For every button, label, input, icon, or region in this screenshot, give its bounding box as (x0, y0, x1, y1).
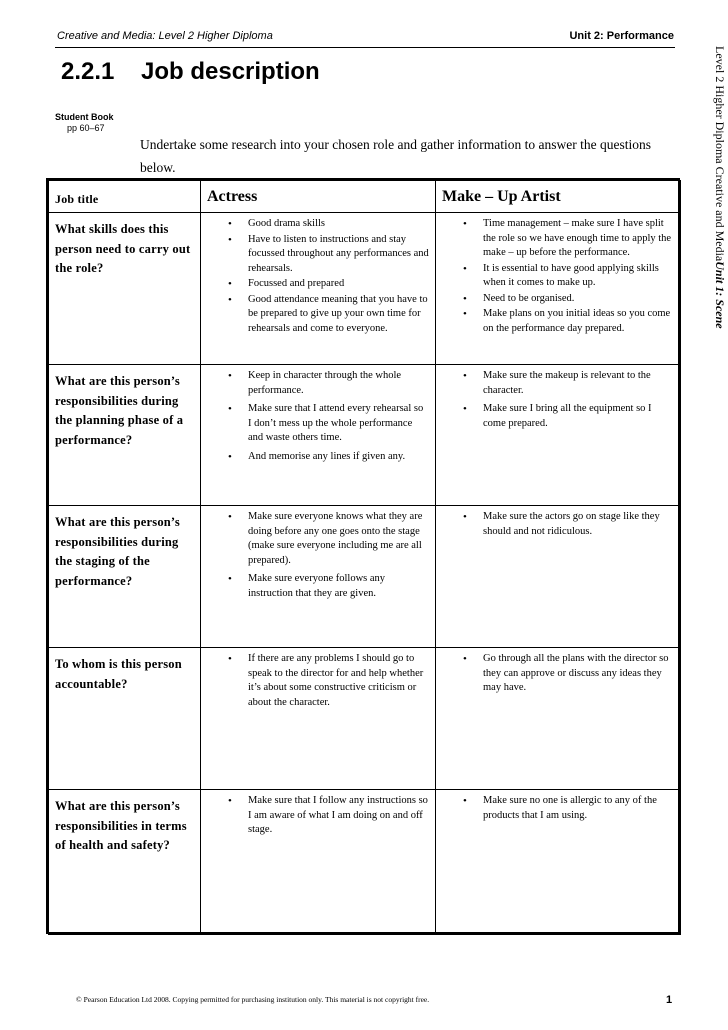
answer-list (201, 648, 435, 710)
table-row (49, 365, 681, 506)
answer-list (436, 365, 680, 431)
answer-list (201, 213, 435, 336)
section-heading (61, 58, 320, 86)
side-text-italic: Unit 1: Scene (713, 261, 727, 329)
student-book-label: Student Book (55, 112, 114, 122)
intro-text: Undertake some research into your chosen role and gather information to answer the questions below. (140, 137, 651, 175)
answer-list (201, 790, 435, 838)
bullet-item: • Make sure everyone follows any instruction that they are given. (201, 572, 429, 601)
page-number: 1 (666, 994, 673, 1006)
table-row (49, 790, 681, 935)
question-cell: What are this person’s responsibilities during the staging of the performance? (49, 506, 201, 648)
answer-list (436, 648, 680, 696)
bullet-item: • Make sure the makeup is relevant to the character. (436, 369, 674, 398)
question-cell: What are this person’s responsibilities in terms of health and safety? (49, 790, 201, 935)
table-row (49, 506, 681, 648)
bullet-item: • Good attendance meaning that you have to be prepared to give up your own time for rehearsals and come to everyone. (201, 293, 429, 337)
bullet-item: • Good drama skills (201, 217, 429, 232)
student-book-pages: pp 60–67 (67, 123, 105, 133)
bullet-item: • And memorise any lines if given any. (201, 450, 429, 465)
role-actress: Actress (201, 181, 436, 213)
actress-answer-cell (201, 648, 436, 790)
header-course: Creative and Media: Level 2 Higher Diploma (57, 30, 273, 42)
answer-list (436, 506, 680, 539)
answer-list (201, 365, 435, 464)
bullet-item: • Make sure everyone knows what they are doing before any one goes onto the stage (make sure everyone including me are all prepared). (201, 510, 429, 568)
section-title: Job description (141, 58, 320, 85)
table-row (49, 213, 681, 365)
bullet-item: • Time management – make sure I have split the role so we have enough time to apply the make – up before the performance. (436, 217, 674, 261)
makeup-answer-cell (436, 506, 681, 648)
question-cell: What skills does this person need to carry out the role? (49, 213, 201, 365)
bullet-item: • Make sure I bring all the equipment so I come prepared. (436, 402, 674, 431)
bullet-item: • Keep in character through the whole performance. (201, 369, 429, 398)
table-header-row (49, 181, 681, 213)
bullet-item: • Go through all the plans with the director so they can approve or discuss any ideas they may have. (436, 652, 674, 696)
bullet-item: • Focussed and prepared (201, 277, 429, 292)
question-cell: What are this person’s responsibilities during the planning phase of a performance? (49, 365, 201, 506)
answer-list (436, 790, 680, 823)
header-unit: Unit 2: Performance (569, 30, 674, 42)
bullet-item: • Have to listen to instructions and stay focussed throughout any performances and rehearsals. (201, 233, 429, 277)
bullet-item: • It is essential to have good applying skills when it comes to make up. (436, 262, 674, 291)
section-number: 2.2.1 (61, 58, 115, 85)
question-cell: To whom is this person accountable? (49, 648, 201, 790)
bullet-item: • Make sure that I follow any instructions so I am aware of what I am doing on and off stage. (201, 794, 429, 838)
makeup-answer-cell (436, 365, 681, 506)
student-book-ref (55, 112, 114, 134)
job-description-table (48, 180, 681, 935)
footer-copyright: © Pearson Education Ltd 2008. Copying permitted for purchasing institution only. This material is not copyright free. (76, 995, 430, 1004)
actress-answer-cell (201, 790, 436, 935)
makeup-answer-cell (436, 790, 681, 935)
actress-answer-cell (201, 213, 436, 365)
makeup-answer-cell (436, 213, 681, 365)
bullet-item: • Make sure no one is allergic to any of the products that I am using. (436, 794, 674, 823)
makeup-answer-cell (436, 648, 681, 790)
actress-answer-cell (201, 365, 436, 506)
side-text-main: Level 2 Higher Diploma Creative and Media (713, 46, 727, 262)
job-title-label: Job title (49, 181, 201, 213)
bullet-item: • Make sure that I attend every rehearsal so I don’t mess up the whole performance and waste others time. (201, 402, 429, 446)
header-rule (55, 47, 675, 48)
bullet-item: • Need to be organised. (436, 292, 674, 307)
bullet-item: • Make plans on you initial ideas so you come on the performance day prepared. (436, 307, 674, 336)
answer-list (436, 213, 680, 336)
answer-list (201, 506, 435, 601)
bullet-item: • Make sure the actors go on stage like they should and not ridiculous. (436, 510, 674, 539)
role-makeup-artist: Make – Up Artist (436, 181, 681, 213)
side-running-text (709, 46, 728, 476)
actress-answer-cell (201, 506, 436, 648)
bullet-item: • If there are any problems I should go to speak to the director for and help whether it’s about some constructive criticism or about the character. (201, 652, 429, 710)
table-row (49, 648, 681, 790)
